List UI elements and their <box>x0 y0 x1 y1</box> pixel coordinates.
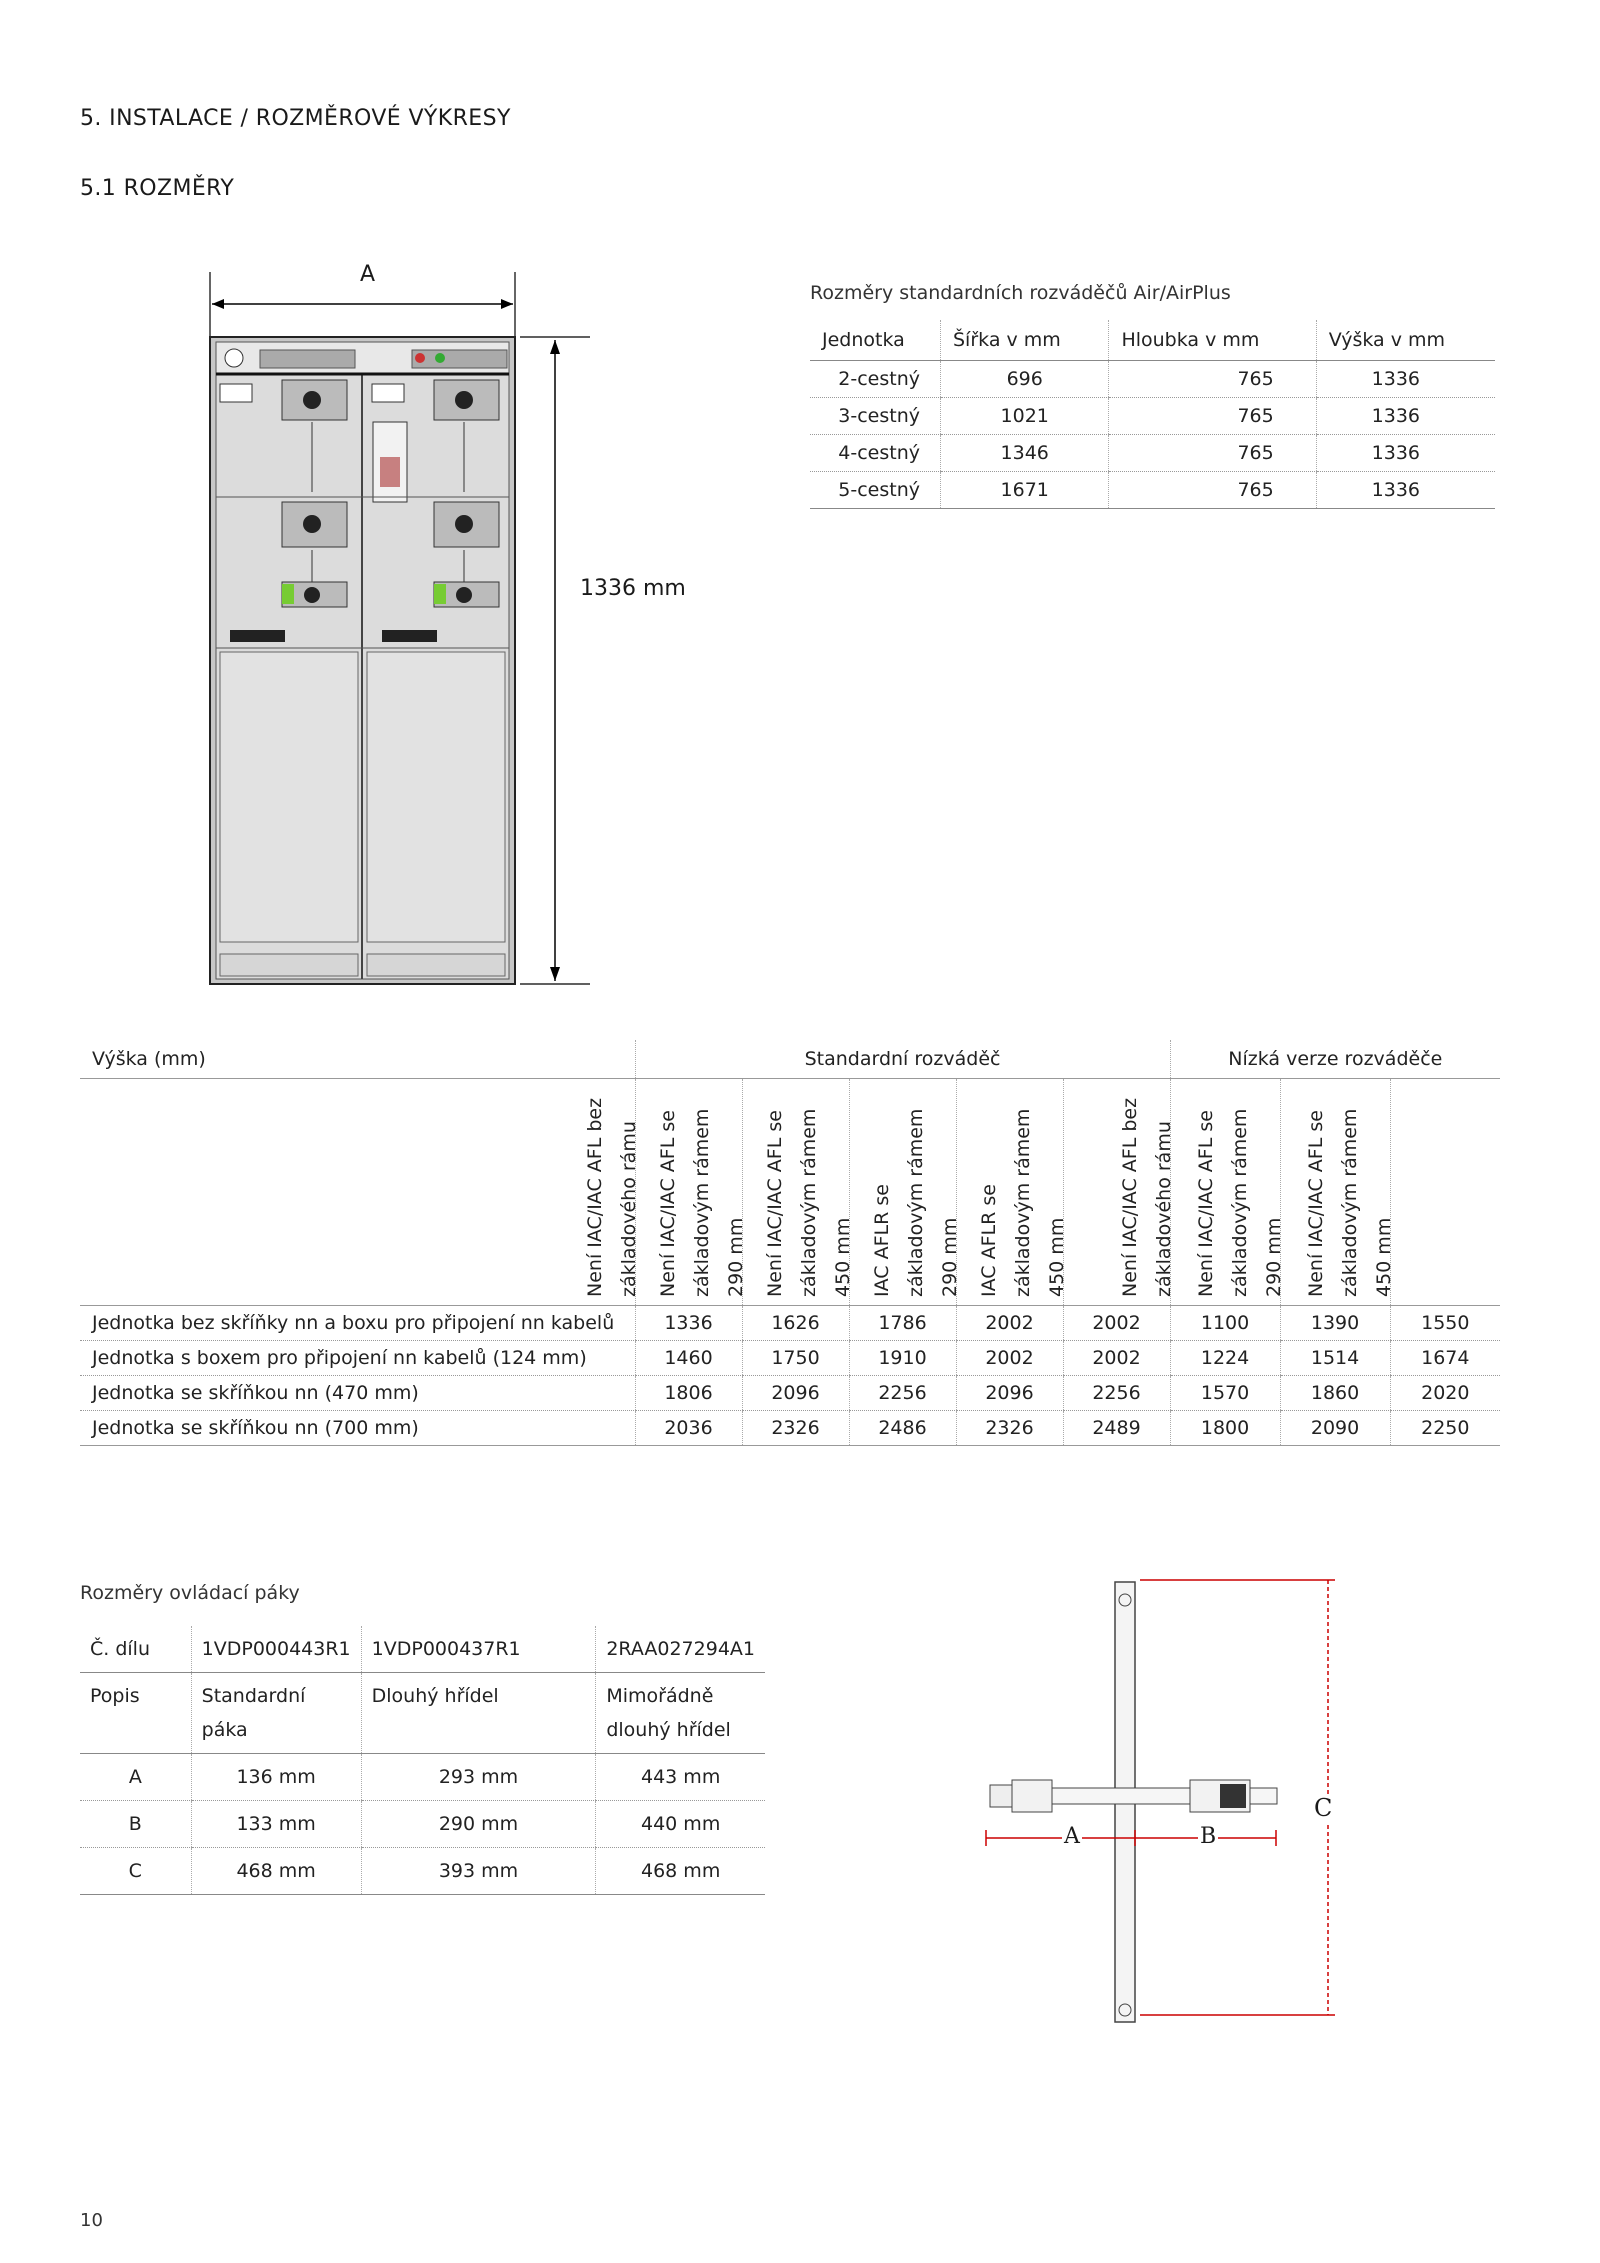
table-cell: 2096 <box>956 1376 1063 1411</box>
lever-label-a: A <box>1064 1824 1080 1849</box>
page-number: 10 <box>80 2210 103 2231</box>
lever-label-b: B <box>1200 1824 1217 1849</box>
lever-dimensions-table <box>80 1626 765 1895</box>
table-cell: 1800 <box>1170 1411 1280 1446</box>
table-cell: 2-cestný <box>810 361 941 398</box>
table-cell: 1674 <box>1390 1341 1500 1376</box>
height-table <box>80 1040 1500 1446</box>
table-cell: 2020 <box>1390 1376 1500 1411</box>
table1-caption: Rozměry standardních rozváděčů Air/AirPlus <box>810 282 1231 304</box>
rotated-col-header: IAC AFLR se základovým rámem 290 mm <box>870 1108 961 1297</box>
rotated-col-header: IAC AFLR se základovým rámem 450 mm <box>977 1108 1068 1297</box>
table-cell: C <box>80 1848 191 1895</box>
table-cell: Č. dílu <box>80 1626 191 1673</box>
row-label: Jednotka s boxem pro připojení nn kabelů (124 mm) <box>80 1341 635 1376</box>
table-cell: A <box>80 1754 191 1801</box>
table-cell: 1786 <box>849 1306 956 1341</box>
col-header: Jednotka <box>810 320 941 361</box>
subsection-heading: 5.1 ROZMĚRY <box>80 176 235 201</box>
table-cell: 1336 <box>1316 472 1495 509</box>
table-cell: 1626 <box>742 1306 849 1341</box>
table-cell: 1514 <box>1280 1341 1390 1376</box>
table-cell: B <box>80 1801 191 1848</box>
table-cell: 765 <box>1109 435 1316 472</box>
table-cell: 136 mm <box>191 1754 361 1801</box>
table-row <box>80 1306 1500 1341</box>
table-cell: 3-cestný <box>810 398 941 435</box>
col-header: Hloubka v mm <box>1109 320 1316 361</box>
table-cell: 2090 <box>1280 1411 1390 1446</box>
table-cell: 2250 <box>1390 1411 1500 1446</box>
standard-dimensions-table <box>810 320 1495 509</box>
rotated-col-header: Není IAC/IAC AFL se základovým rámem 450 mm <box>1304 1108 1395 1297</box>
table-cell: 2489 <box>1063 1411 1170 1446</box>
table-row <box>80 1848 765 1895</box>
table-cell: 1570 <box>1170 1376 1280 1411</box>
table-cell: 1460 <box>635 1341 742 1376</box>
table-row <box>80 1411 1500 1446</box>
lever-drawing <box>980 1570 1350 2050</box>
row-label: Jednotka bez skříňky nn a boxu pro připojení nn kabelů <box>80 1306 635 1341</box>
table-row <box>810 361 1495 398</box>
table-cell: 1336 <box>635 1306 742 1341</box>
lever-label-c: C <box>1314 1794 1333 1822</box>
table-cell: Dlouhý hřídel <box>361 1673 596 1754</box>
table-cell: 290 mm <box>361 1801 596 1848</box>
row-label: Jednotka se skříňkou nn (700 mm) <box>80 1411 635 1446</box>
table-cell: 765 <box>1109 398 1316 435</box>
table-cell: 1336 <box>1316 398 1495 435</box>
table-cell: 440 mm <box>596 1801 765 1848</box>
table-row <box>810 398 1495 435</box>
table-cell: 1336 <box>1316 435 1495 472</box>
table-cell: 1750 <box>742 1341 849 1376</box>
table-row <box>80 1801 765 1848</box>
table-row <box>80 1754 765 1801</box>
table-cell: 1VDP000443R1 <box>191 1626 361 1673</box>
table-cell: 468 mm <box>191 1848 361 1895</box>
table-cell: 393 mm <box>361 1848 596 1895</box>
table3-caption: Rozměry ovládací páky <box>80 1582 300 1604</box>
row-label: Jednotka se skříňkou nn (470 mm) <box>80 1376 635 1411</box>
table-cell: 1860 <box>1280 1376 1390 1411</box>
table-row <box>810 472 1495 509</box>
table-cell: 765 <box>1109 361 1316 398</box>
table-cell: 2RAA027294A1 <box>596 1626 765 1673</box>
rotated-col-header: Není IAC/IAC AFL bez základového rámu <box>583 1097 640 1297</box>
table-cell: 2002 <box>956 1341 1063 1376</box>
table-cell: 133 mm <box>191 1801 361 1848</box>
table-cell: 293 mm <box>361 1754 596 1801</box>
table-cell: 2486 <box>849 1411 956 1446</box>
table-cell: 2256 <box>849 1376 956 1411</box>
dimension-a-label: A <box>360 262 376 287</box>
table-cell: 2002 <box>956 1306 1063 1341</box>
table-cell: 2326 <box>956 1411 1063 1446</box>
table-cell: 2256 <box>1063 1376 1170 1411</box>
table-cell: Popis <box>80 1673 191 1754</box>
table-cell: 2096 <box>742 1376 849 1411</box>
col-header: Šířka v mm <box>941 320 1109 361</box>
table-cell: 1806 <box>635 1376 742 1411</box>
table-cell: 468 mm <box>596 1848 765 1895</box>
table-cell: 1550 <box>1390 1306 1500 1341</box>
table-cell: 1671 <box>941 472 1109 509</box>
table-cell: 696 <box>941 361 1109 398</box>
table-cell: 2002 <box>1063 1306 1170 1341</box>
height-corner-label: Výška (mm) <box>80 1040 635 1079</box>
lever-svg <box>980 1570 1350 2050</box>
table-cell: 1390 <box>1280 1306 1390 1341</box>
rotated-col-header: Není IAC/IAC AFL bez základového rámu <box>1118 1097 1175 1297</box>
table-row <box>810 435 1495 472</box>
table-cell: 1346 <box>941 435 1109 472</box>
table-cell: 1VDP000437R1 <box>361 1626 596 1673</box>
table-cell: Standardní páka <box>191 1673 361 1754</box>
table-cell: 1224 <box>1170 1341 1280 1376</box>
table-row <box>80 1376 1500 1411</box>
table-cell: 1021 <box>941 398 1109 435</box>
table-cell: 5-cestný <box>810 472 941 509</box>
table-cell: 765 <box>1109 472 1316 509</box>
table-cell: 1100 <box>1170 1306 1280 1341</box>
dimension-height-label: 1336 mm <box>580 576 686 601</box>
table-cell: 2036 <box>635 1411 742 1446</box>
table-cell: 4-cestný <box>810 435 941 472</box>
table-cell: Mimořádně dlouhý hřídel <box>596 1673 765 1754</box>
col-header: Výška v mm <box>1316 320 1495 361</box>
group-low: Nízká verze rozváděče <box>1170 1040 1500 1079</box>
rotated-col-header: Není IAC/IAC AFL se základovým rámem 450 mm <box>763 1108 854 1297</box>
rotated-col-header: Není IAC/IAC AFL se základovým rámem 290 mm <box>1194 1108 1285 1297</box>
table-cell: 2002 <box>1063 1341 1170 1376</box>
section-heading: 5. INSTALACE / ROZMĚROVÉ VÝKRESY <box>80 106 511 131</box>
group-standard: Standardní rozváděč <box>635 1040 1170 1079</box>
table-cell: 1336 <box>1316 361 1495 398</box>
table-cell: 443 mm <box>596 1754 765 1801</box>
table-cell: 2326 <box>742 1411 849 1446</box>
switchgear-drawing <box>190 262 686 992</box>
table-row <box>80 1341 1500 1376</box>
rotated-col-header: Není IAC/IAC AFL se základovým rámem 290 mm <box>656 1108 747 1297</box>
switchgear-svg <box>190 262 610 992</box>
table-cell: 1910 <box>849 1341 956 1376</box>
